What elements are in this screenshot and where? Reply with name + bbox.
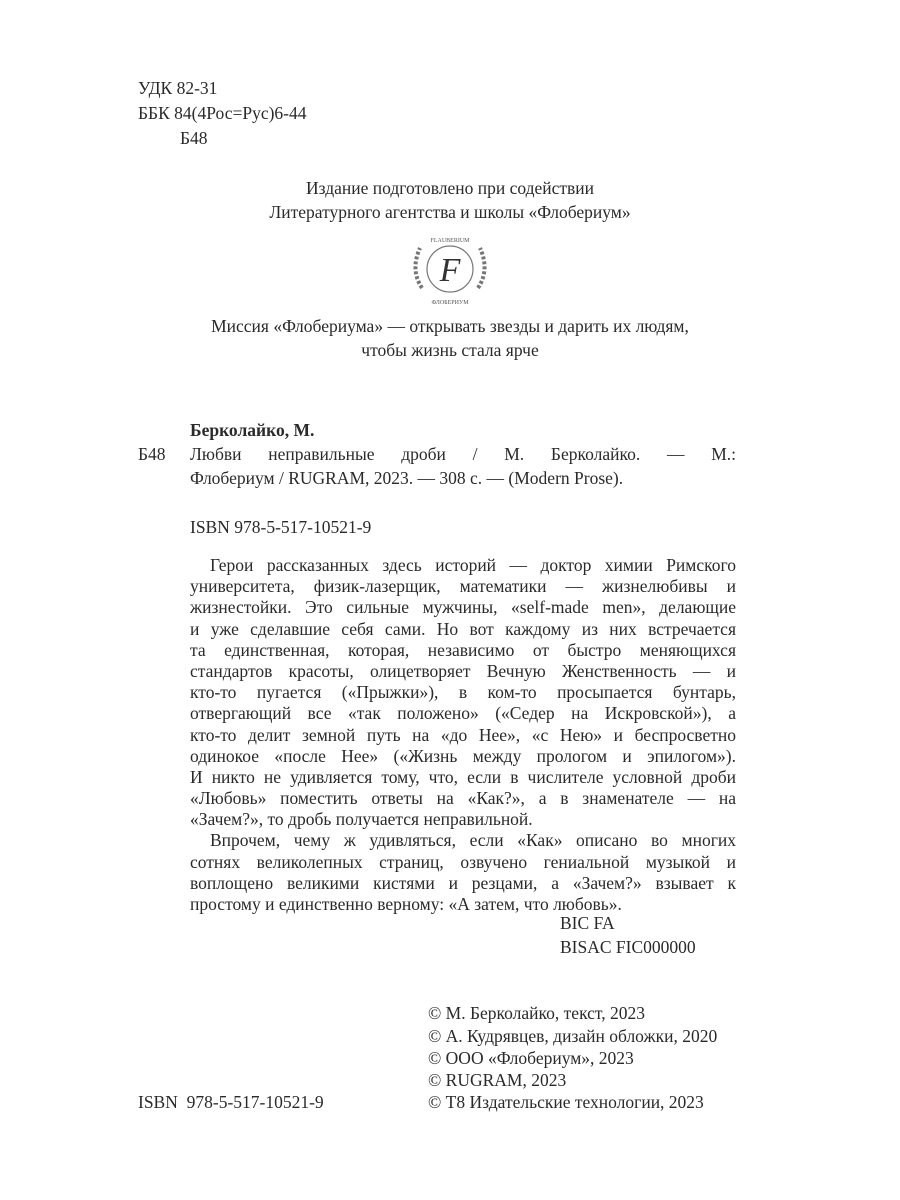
annotation-line: стандартов красоты, олицетворяет Вечную Женственность — и — [190, 660, 736, 681]
bisac-code: BISAC FIC000000 — [560, 937, 696, 957]
mission-line1: Миссия «Флобериума» — открывать звезды и дарить их людям, — [211, 316, 689, 336]
author-mark: Б48 — [180, 128, 208, 148]
mission-line2: чтобы жизнь стала ярче — [361, 340, 539, 360]
copyright-line: © RUGRAM, 2023 — [428, 1070, 567, 1090]
isbn: ISBN 978-5-517-10521-9 — [190, 517, 372, 537]
annotation-line: и уже сделавшие себя сами. Но вот каждому из них встречается — [190, 618, 736, 639]
copyright-line: © А. Кудрявцев, дизайн обложки, 2020 — [428, 1026, 718, 1046]
publisher-note-line1: Издание подготовлено при содействии — [305, 178, 595, 198]
isbn-bottom: ISBN 978-5-517-10521-9 — [138, 1092, 324, 1112]
annotation-line: кто-то делит земной путь на «до Нее», «с Нею» и беспросветно — [190, 724, 736, 745]
annotation-line: жизнестойки. Это сильные мужчины, «self-made men», делающие — [190, 597, 736, 618]
annotation-line: «Зачем?», то дробь получается неправильной. — [190, 809, 533, 830]
annotation-line: Впрочем, чему ж удивляться, если «Как» описано во многих — [210, 830, 736, 851]
svg-text:F: F — [439, 252, 461, 289]
bib-publisher-line: Флобериум / RUGRAM, 2023. — 308 с. — (Modern Prose). — [190, 468, 624, 488]
svg-text:FLAUBERIUM: FLAUBERIUM — [430, 238, 470, 244]
annotation-line: кто-то пугается («Прыжки»), в ком-то просыпается бунтарь, — [190, 682, 736, 703]
publisher-note-line2: Литературного агентства и школы «Флобериум» — [269, 202, 631, 222]
book-author: Берколайко, М. — [190, 420, 315, 440]
annotation — [190, 555, 736, 915]
bbk-code: ББК 84(4Рос=Рус)6-44 — [138, 103, 307, 123]
annotation-line: «Любовь» поместить ответы на «Как?», а в знаменателе — на — [190, 788, 736, 809]
annotation-line: воплощено великими кистями и резцами, а «Зачем?» взывает к — [190, 872, 736, 893]
annotation-line: университета, физик-лазерщик, математики — жизнелюбивы и — [190, 576, 736, 597]
annotation-line: та единственная, которая, независимо от быстро меняющихся — [190, 639, 736, 660]
annotation-line: одинокое «после Нее» («Жизнь между прологом и эпилогом»). — [190, 745, 736, 766]
annotation-line: Герои рассказанных здесь историй — доктор химии Римского — [210, 555, 736, 575]
annotation-line: И никто не удивляется тому, что, если в числителе условной дроби — [190, 766, 736, 787]
bib-title-line: Любви неправильные дроби / М. Берколайко. — М.: — [190, 444, 736, 464]
annotation-line: простому и единственно верному: «А затем, что любовь». — [190, 894, 622, 914]
copyright-line: © ООО «Флобериум», 2023 — [428, 1048, 634, 1068]
flauberium-logo — [400, 228, 500, 310]
annotation-line: отвергающий все «так положено» («Седер на Искровской»), а — [190, 703, 736, 724]
svg-text:ФЛОБЕРИУМ: ФЛОБЕРИУМ — [431, 300, 469, 306]
udk-code: УДК 82-31 — [138, 78, 218, 98]
copyright-line: © М. Берколайко, текст, 2023 — [428, 1003, 645, 1023]
bib-author-mark: Б48 — [138, 444, 166, 464]
bic-code: BIC FA — [560, 913, 615, 933]
annotation-line: сотнях великолепных страниц, озвучено гениальной музыкой и — [190, 851, 736, 872]
copyright-line: © Т8 Издательские технологии, 2023 — [428, 1092, 704, 1112]
